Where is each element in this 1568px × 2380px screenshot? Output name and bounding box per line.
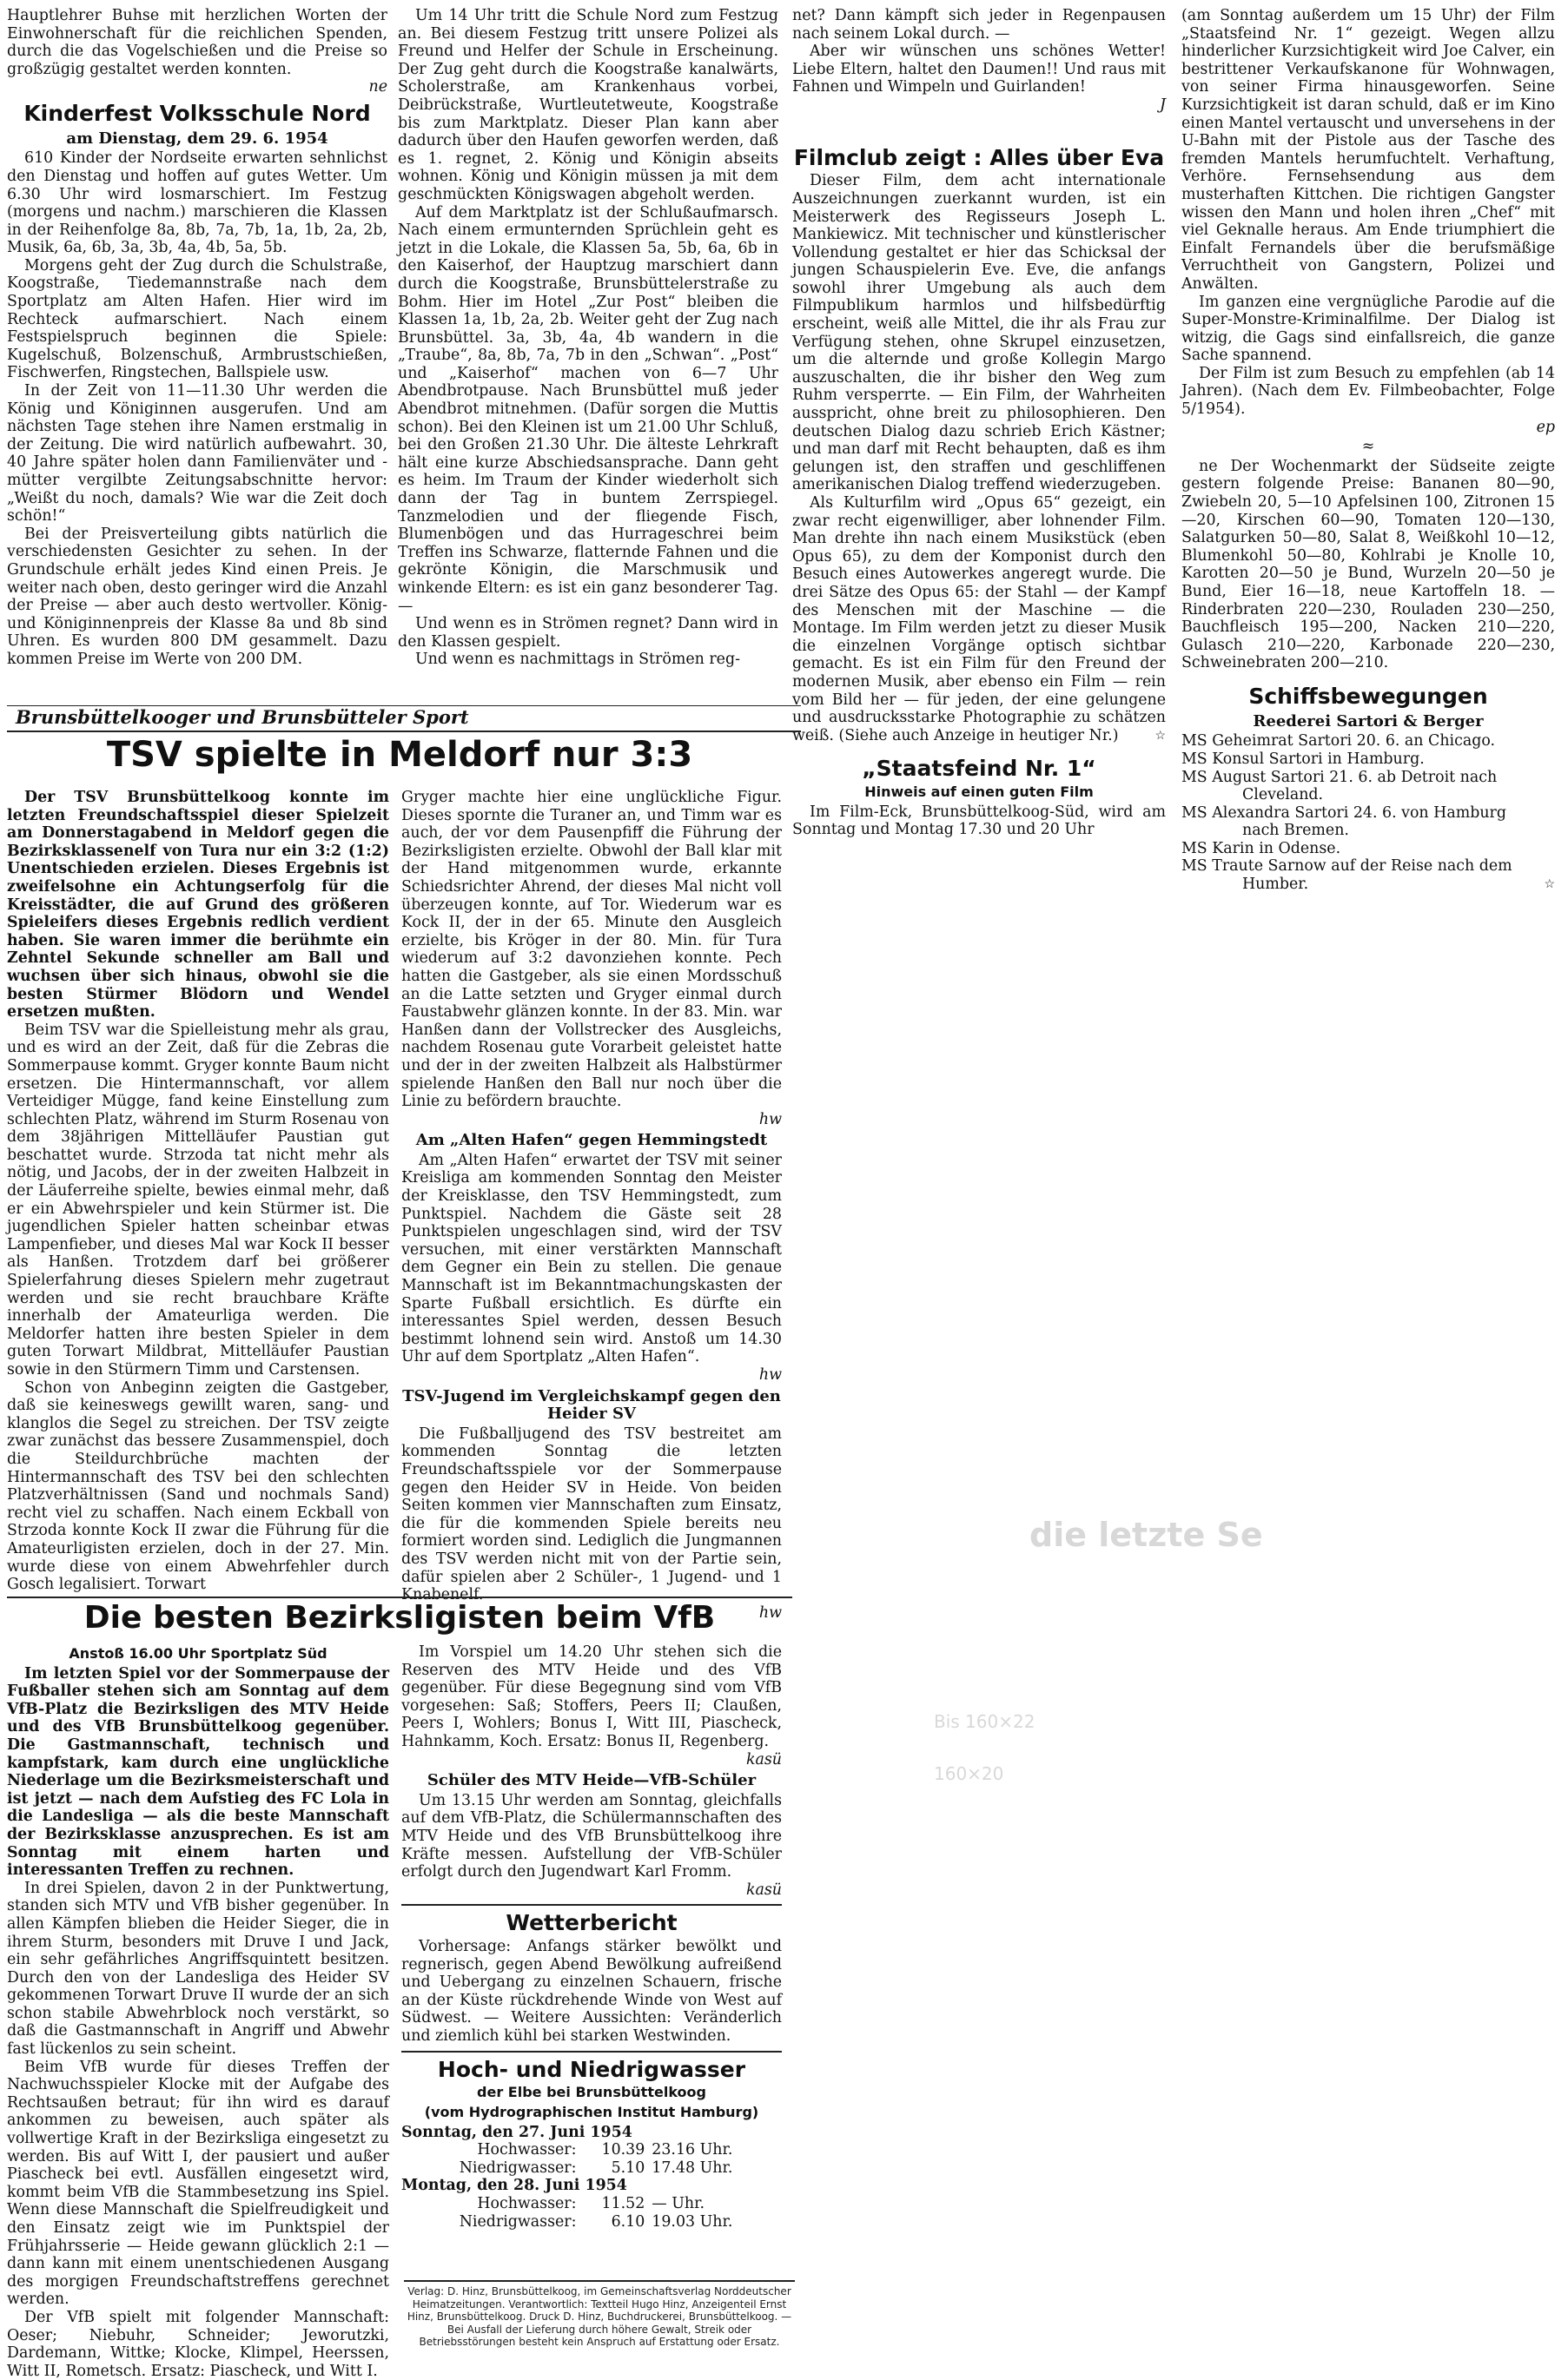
tide-label: Hochwasser: bbox=[477, 2194, 577, 2212]
vfb-subheading: Anstoß 16.00 Uhr Sportplatz Süd bbox=[69, 1645, 327, 1662]
tides-heading: Hoch- und Niedrigwasser bbox=[437, 2056, 746, 2082]
column-3 bbox=[792, 7, 1166, 867]
article-paragraph: Im Vorspiel um 14.20 Uhr stehen sich die Reserven des MTV Heide und des VfB gegenüber. Für diese Begegnung sind vom VfB vorgesehen: Saß; Stoffers, Peers II; Claußen, Peers I, Wohlers; Bonus I, Witt III, Piascheck, Hahnkamm, Koch. Ersatz: Bonus II, Regenberg. bbox=[401, 1643, 782, 1750]
market-paragraph: ne Der Wochenmarkt der Südseite zeigte gestern folgende Preise: Bananen 80—90, Zwiebeln 20, 5—10 Apfelsinen 100, Zitronen 15—20, Kirschen 60—90, Tomaten 120—130, Salatgurken 50—80, Salat 8, Weißkohl 10—12, Blumenkohl 50—80, Kohlrabi je Knolle 10, Karotten 20—50 je Bund, Wurzeln 20—50 je Bund, Eier 16—18, neue Kartoffeln 18. — Rinderbraten 220—230, Rouladen 230—250, Bauchfleisch 195—200, Nacken 210—220, Gulasch 210—220, Karbonade 220—230, Schweinebraten 200—210. bbox=[1181, 457, 1555, 672]
sport-column-1 bbox=[7, 789, 389, 1592]
article-paragraph: Als Kulturfilm wird „Opus 65“ gezeigt, ein zwar recht eigenwilliger, aber lohnender Film. Man drehte ihn nach einem Musikstück (eben Opus 65), zu dem der Komponist durch den Besuch eines Autowerkes angeregt wurde. Die drei Sätze des Opus 65: der Stahl — der Kampf des Menschen mit der Maschine — die Montage. Im Film werden jetzt zu dieser Musik die einzelnen Vorgänge optisch sichtbar gemacht. Es ist ein Film für den Freund der modernen Musik, aber ebenso ein Film — rein vom Bild her — für jeden, der eine gelungene und ausdrucksstarke Photographie zu schätzen weiß. (Siehe auch Anzeige in heutiger Nr.) ☆ bbox=[792, 494, 1166, 744]
tide-table bbox=[401, 2141, 782, 2177]
divider bbox=[401, 1904, 782, 1906]
author-sig: J bbox=[1160, 96, 1166, 114]
article-paragraph: Der Film ist zum Besuch zu empfehlen (ab 14 Jahren). (Nach dem Ev. Filmbeobachter, Folge 5/1954). bbox=[1181, 364, 1555, 419]
ship-line: MS Konsul Sartori in Hamburg. bbox=[1181, 750, 1425, 768]
author-sig: hw bbox=[758, 1110, 782, 1128]
author-sig: hw bbox=[758, 1603, 782, 1622]
section-divider bbox=[7, 1597, 792, 1598]
tide-value: — Uhr. bbox=[652, 2194, 705, 2212]
sport-banner: Brunsbüttelkooger und Brunsbütteler Sport bbox=[7, 705, 801, 732]
tide-value: 5.10 bbox=[611, 2159, 645, 2177]
ghost-text: 160×20 bbox=[934, 1763, 1004, 1784]
ship-line: MS Alexandra Sartori 24. 6. von Hamburg bbox=[1181, 803, 1506, 822]
vfb-column-2 bbox=[401, 1643, 782, 2278]
author-sig: ne bbox=[368, 78, 387, 96]
article-paragraph: Um 13.15 Uhr werden am Sonntag, gleichfalls auf dem VfB-Platz, die Schülermannschaften des MTV Heide und des VfB Brunsbüttelkoog ihre Kräfte messen. Aufstellung der VfB-Schüler erfolgt durch den Jugendwart Karl Fromm. bbox=[401, 1791, 782, 1881]
ship-line: MS August Sartori 21. 6. ab Detroit nach bbox=[1181, 768, 1498, 786]
article-paragraph: Am „Alten Hafen“ erwartet der TSV mit seiner Kreisliga am kommenden Sonntag den Meister der Kreisklasse, den TSV Hemmingstedt, zum Punktspiel. Nachdem die Gäste seit 28 Punktspielen ungeschlagen sind, wird der TSV versuchen, mit einer verstärkten Mannschaft dem Gegner ein Bein zu stellen. Die genaue Mannschaft ist im Bekanntmachungskasten der Sparte Fußball ersichtlich. Es dürfte ein interessantes Spiel werden, dessen Besuch bestimmt lohnend sein wird. Anstoß um 14.30 Uhr auf dem Sportplatz „Alten Hafen“. bbox=[401, 1151, 782, 1366]
divider bbox=[401, 2051, 782, 2053]
ship-line: MS Traute Sarnow auf der Reise nach dem bbox=[1181, 857, 1512, 876]
tide-date: Sonntag, den 27. Juni 1954 bbox=[401, 2123, 632, 2141]
article-paragraph: Dieser Film, dem acht internationale Auszeichnungen zuerkannt wurden, ist ein Meisterwerk des Regisseurs Joseph L. Mankiewicz. Mit technischer und künstlerischer Vollendung gestaltet er hier das Schicksal der jungen Schauspielerin Eve. Eve, die anfangs sowohl ihrer Umgebung als auch dem Filmpublikum harmlos und hilfsbedürftig erscheint, weiß alle Mittel, die ihr als Frau zur Verfügung stehen, ohne Skrupel einzusetzen, um die alternde und große Kollegin Margo auszuschalten, die ihr bisher den Weg zum Ruhm versperrte. — Ein Film, der Wahrheiten ausspricht, ohne breit zu philosophieren. Den deutschen Dialog dazu schrieb Erich Kästner; und man darf mit Recht behaupten, daß es ihm gelungen ist, den straffen und geschliffenen amerikanischen Dialog treffend wiederzugeben. bbox=[792, 172, 1166, 494]
author-sig: hw bbox=[758, 1366, 782, 1384]
article-paragraph: Um 14 Uhr tritt die Schule Nord zum Festzug an. Bei diesem Festzug tritt unsere Polizei als Freund und Helfer der Schule in Erscheinung. Der Zug geht durch die Koogstraße kanalwärts, Scholerstraße, am Krankenhaus vorbei, Deibrückstraße, Wurtleutetweute, Koogstraße bis zum Marktplatz. Dieser Plan kann aber dadurch über den Haufen geworfen werden, daß es 1. regnet, 2. König und Königin abseits wohnen. König und Königin müssen ja mit dem geschmückten Königswagen abgeholt werden. bbox=[398, 7, 778, 203]
tide-value: 10.39 bbox=[601, 2141, 645, 2159]
article-paragraph: 610 Kinder der Nordseite erwarten sehnlichst den Dienstag und hoffen auf gutes Wetter. Um 6.30 Uhr wird losmarschiert. Im Festzug (morgens und nachm.) marschieren die Klassen in der Reihenfolge 8a, 8b, 7a, 7b, 1a, 1b, 2a, 2b, Musik, 6a, 6b, 3a, 3b, 4a, 4b, 5a, 5b. bbox=[7, 149, 387, 257]
tsv-headline: TSV spielte in Meldorf nur 3:3 bbox=[106, 735, 693, 775]
staatsfeind-heading: „Staatsfeind Nr. 1“ bbox=[862, 756, 1096, 782]
tide-row bbox=[401, 2159, 782, 2178]
article-paragraph: Und wenn es nachmittags in Strömen reg- bbox=[415, 651, 740, 669]
author-sig: kasü bbox=[745, 1881, 782, 1899]
tide-row bbox=[401, 2141, 782, 2159]
tide-label: Hochwasser: bbox=[477, 2141, 577, 2159]
kinderfest-heading: Kinderfest Volksschule Nord bbox=[23, 100, 371, 126]
lead-paragraph: Der TSV Brunsbüttelkoog konnte im letzten Freundschaftsspiel dieser Spielzeit am Donnerstagabend in Meldorf gegen die Bezirksklassenelf von Tura nur ein 3:2 (1:2) Unentschieden erzielen. Dieses Ergebnis ist zweifelsohne ein Achtungserfolg für die Kreisstädter, die auf Grund des größeren Spieleifers dieses Ergebnis redlich verdient haben. Sie waren immer die berühmte ein Zehntel Sekunde schneller am Ball und wuchsen über sich hinaus, obwohl sie die besten Stürmer Blödorn und Wendel ersetzen mußten. bbox=[7, 789, 389, 1021]
article-paragraph: net? Dann kämpft sich jeder in Regenpausen nach seinem Lokal durch. — bbox=[792, 7, 1166, 43]
article-paragraph: In drei Spielen, davon 2 in der Punktwertung, standen sich MTV und VfB bisher gegenüber. In allen Kämpfen blieben die Heider Sieger, die in ihrem Sturm, besonders mit Druve I und Jack, ein sehr gefährliches Angriffsquintett besitzen. Durch den von der Landesliga des Heider SV gekommenen Torwart Druve II wurde der an sich schon stabile Abwehrblock noch verstärkt, so daß die Gastmannschaft in Angriff und Abwehr fast lückenlos zu sein scheint. bbox=[7, 1879, 389, 2059]
tide-label: Niedrigwasser: bbox=[459, 2212, 577, 2231]
article-paragraph: Beim TSV war die Spielleistung mehr als grau, und es wird an der Zeit, daß für die Zebras die Sommerpause kommt. Gryger konnte Baum nicht ersetzen. Die Hintermannschaft, vor allem Verteidiger Mügge, fand keine Einstellung zum schlechten Platz, während im Sturm Rosenau von dem 38jährigen Mittelläufer Paustian gut beschattet wurde. Strzoda tat nicht mehr als nötig, und Jacobs, der in der zweiten Halbzeit in der Läuferreihe spielte, bewies einmal mehr, daß er ein Abwehrspieler und kein Stürmer ist. Die jugendlichen Spieler hatten scheinbar etwas Lampenfieber, und dieses Mal war Kock II besser als Hanßen. Trotzdem darf bei größerer Spielerfahrung dieses Spielern mehr zugetraut werden und sie recht brauchbare Kräfte innerhalb der Amateurliga werden. Die Meldorfer hatten ihre besten Spieler in dem guten Torwart Mildbrat, Mittelläufer Paustian sowie in den Stürmern Timm und Carstensen. bbox=[7, 1021, 389, 1378]
intro-paragraph: Hauptlehrer Buhse mit herzlichen Worten der Einwohnerschaft für die reichlichen Spenden, durch die das Vogelschießen und die Preise so großzügig gestaltet werden konnten. bbox=[7, 7, 387, 78]
author-sig: ep bbox=[1536, 418, 1555, 436]
vfb-headline: Die besten Bezirksligisten beim VfB bbox=[83, 1600, 716, 1636]
sport-column-2 bbox=[401, 789, 782, 1622]
blank-ghost-area bbox=[804, 856, 1568, 2367]
article-paragraph: Auf dem Marktplatz ist der Schlußaufmarsch. Nach einem ermunternden Sprüchlein geht es jetzt in die Lokale, die Klassen 5a, 5b, 6a, 6b in den Kaiserhof, der Hauptzug marschiert dann durch die Koogstraße, Brunsbüttelerstraße zu Bohm. Hier im Hotel „Zur Post“ bleiben die Klassen 1a, 1b, 2a, 2b. Weiter geht der Zug nach Brunsbüttel. 3a, 3b, 4a, 4b wandern in die „Traube“, 8a, 8b, 7a, 7b in den „Schwan“. „Post“ und „Kaiserhof“ machen von 6—7 Uhr Abendbrotpause. Nach Brunsbüttel muß jeder Abendbrot mitnehmen. (Dafür sorgen die Muttis schon). Bei den Kleinen ist um 21.00 Uhr Schluß, bei den Großen 21.30 Uhr. Die älteste Lehrkraft hält eine kurze Abschiedsansprache. Dann geht es heim. Im Traum der Kinder wiederholt sich dann der Tag in buntem Zerrspiegel. Tanzmelodien und der fliegende Fisch, Blumenbögen und das Hurrageschrei beim Treffen ins Schwarze, flatternde Fahnen und die gekrönte Königin, die Marschmusik und winkende Eltern: es ist ein ganz besonderer Tag. — bbox=[398, 203, 778, 615]
tide-value: 23.16 Uhr. bbox=[652, 2141, 733, 2159]
article-paragraph: Bei der Preisverteilung gibts natürlich die verschiedensten Gesichter zu sehen. In der Grundschule erhält jedes Kind einen Preis. Je weiter nach oben, desto geringer wird die Anzahl der Preise — aber auch desto wertvoller. König- und Königinnenpreis der Klasse 8a und 8b sind Uhren. Es wurden 800 DM gesammelt. Dazu kommen Preise im Werte von 200 DM. bbox=[7, 525, 387, 668]
lead-paragraph: Im letzten Spiel vor der Sommerpause der Fußballer stehen sich am Sonntag auf dem VfB-Platz die Bezirksligen des MTV Heide und des VfB Brunsbüttelkoog gegenüber. Die Gastmannschaft, technisch und kampfstark, kam durch eine unglückliche Niederlage um die Bezirksmeisterschaft und ist jetzt — nach dem Aufstieg des FC Lola in die Landesliga — als die beste Mannschaft der Bezirksklasse anzusprechen. Es ist am Sonntag mit einem harten und interessanten Treffen zu rechnen. bbox=[7, 1664, 389, 1880]
tide-value: 11.52 bbox=[601, 2194, 645, 2212]
ghost-text: die letzte Se bbox=[1029, 1516, 1263, 1554]
article-paragraph: Und wenn es in Strömen regnet? Dann wird in den Klassen gespielt. bbox=[398, 615, 778, 651]
article-paragraph: Die Fußballjugend des TSV bestreitet am kommenden Sonntag die letzten Freundschaftsspiele vor der Sommerpause gegen den Heider SV in Heide. Von beiden Seiten kommen vier Mannschaften zum Einsatz, die für die kommenden Spiele bereits neu formiert worden sind. Lediglich die Jungmannen des TSV werden nicht mit von der Partie sein, dafür spielen aber 2 Schüler-, 1 Jugend- und 1 Knabenelf. bbox=[401, 1425, 782, 1604]
tide-value: 19.03 Uhr. bbox=[652, 2212, 733, 2231]
kinderfest-date: am Dienstag, dem 29. 6. 1954 bbox=[66, 129, 328, 148]
jugend-heading: TSV-Jugend im Vergleichskampf gegen den Heider SV bbox=[402, 1386, 781, 1424]
schueler-heading: Schüler des MTV Heide—VfB-Schüler bbox=[427, 1771, 757, 1790]
ship-line-cont: nach Bremen. bbox=[1242, 822, 1349, 840]
article-paragraph: Gryger machte hier eine unglückliche Figur. Dieses spornte die Turaner an, und Timm war es auch, der vor dem Pausenpfiff die Führung der Bezirksligisten erzielte. Obwohl der Ball klar mit der Hand mitgenommen wurde, erkannte Schiedsrichter Ahrend, der dieses Mal nicht voll überzeugen konnte, auf Tor. Wiederum war es Kock II, der in der 65. Minute den Ausgleich erzielte, bis Kröger in der 80. Min. für Tura wiederum auf 3:2 davonziehen konnte. Pech hatten die Gastgeber, als sie einen Mordsschuß an die Latte setzten und Gryger einmal durch Faustabwehr glänzen konnte. In der 83. Min. war Hanßen dann der Vollstrecker des Ausgleichs, nachdem Rosenau gute Vorarbeit geleistet hatte und der in der zweiten Halbzeit als Halbstürmer spielende Hanßen den Ball nur noch über die Linie zu befördern brauchte. bbox=[401, 789, 782, 1111]
staatsfeind-subheading: Hinweis auf einen guten Film bbox=[864, 783, 1094, 801]
article-paragraph: Schon von Anbeginn zeigten die Gastgeber, daß sie keineswegs gewillt waren, sang- und klanglos die Segel zu streichen. Der TSV zeigte zwar zunächst das bessere Zusammenspiel, doch die Steildurchbrüche machten der Hintermannschaft des TSV bei den schlechten Platzverhältnissen (Sand und nochmals Sand) recht viel zu schaffen. Nach einem Eckball von Strzoda konnte Kock II zwar die Führung für die Amateurligisten erzielen, doch in der 27. Min. wurde diese von einem Abwehrfehler durch Gosch legalisiert. Torwart bbox=[7, 1378, 389, 1594]
ship-line-cont: Cleveland. bbox=[1242, 786, 1324, 804]
article-paragraph: In der Zeit von 11—11.30 Uhr werden die König und Königinnen ausgerufen. Und am nächsten Tage stehen ihre Namen erstmalig in der Zeitung. Die wird natürlich aufbewahrt. 30, 40 Jahre später holen dann Familienväter und -mütter vergilbte Zeitungsabschnitte hervor: „Weißt du noch, damals? Wie war die Zeit doch schön!“ bbox=[7, 382, 387, 526]
tide-value: 6.10 bbox=[611, 2212, 645, 2231]
separator-icon: ≈ bbox=[1361, 438, 1375, 456]
tide-table bbox=[401, 2195, 782, 2231]
column-1 bbox=[7, 7, 387, 702]
ship-subheading: Reederei Sartori & Berger bbox=[1253, 711, 1484, 731]
article-paragraph: Morgens geht der Zug durch die Schulstraße, Koogstraße, Tiedemannstraße nach dem Sportplatz am Alten Hafen. Hier wird im Rechteck aufmarschiert. Nach einem Festspielspruch beginnen die Spiele: Kugelschuß, Bolzenschuß, Armbrustschießen, Fischwerfen, Ringstechen, Ballspiele usw. bbox=[7, 256, 387, 382]
column-2 bbox=[398, 7, 778, 702]
tide-value: 17.48 Uhr. bbox=[652, 2159, 733, 2177]
article-paragraph: Im Film-Eck, Brunsbüttelkoog-Süd, wird am Sonntag und Montag 17.30 und 20 Uhr bbox=[792, 803, 1166, 839]
article-paragraph: Der VfB spielt mit folgender Mannschaft: Oeser; Niebuhr, Schneider; Jeworutzki, Dardemann, Wittke; Klocke, Klimpel, Heerssen, Witt II, Rometsch. Ersatz: Piascheck, und Witt I. bbox=[7, 2308, 389, 2380]
ship-line: MS Karin in Odense. bbox=[1181, 839, 1341, 857]
weather-heading: Wetterbericht bbox=[506, 1910, 678, 1936]
filmclub-heading: Filmclub zeigt : Alles über Eva bbox=[793, 144, 1165, 170]
imprint: Verlag: D. Hinz, Brunsbüttelkoog, im Gemeinschaftsverlag Norddeutscher Heimatzeitungen. Verantwortlich: Textteil Hugo Hinz, Anzeigenteil Ernst Hinz, Brunsbüttelkoog. Druck D. Hinz, Buchdruckerei, Brunsbüttelkoog. — Bei Ausfall der Lieferung durch höhere Gewalt, Streik oder Betriebsstörungen besteht kein Anspruch auf Erstattung oder Ersatz. bbox=[404, 2280, 795, 2379]
author-sig: kasü bbox=[745, 1750, 782, 1768]
ship-line-cont: Humber. ☆ bbox=[1181, 876, 1555, 894]
tide-label: Niedrigwasser: bbox=[459, 2159, 577, 2177]
article-paragraph: Beim VfB wurde für dieses Treffen der Nachwuchsspieler Klocke mit der Aufgabe des Rechtsaußen betraut; für ihn wird es darauf ankommen zu beweisen, auch später als vollwertige Kraft in der Bezirksliga eingesetzt zu werden. Bis auf Witt I, der pausiert und außer Piascheck bei evtl. Ausfällen eingesetzt wird, kommt beim VfB die Stammbesetzung ins Spiel. Wenn diese Mannschaft die Spielfreudigkeit und den Einsatz zeigt wie im Punktspiel der Frühjahrsserie — Heide gewann glücklich 2:1 — dann kann mit einem unentschiedenen Ausgang des morgigen Freundschaftstreffens gerechnet werden. bbox=[7, 2058, 389, 2309]
ghost-text: Bis 160×22 bbox=[934, 1711, 1035, 1732]
ship-line: MS Geheimrat Sartori 20. 6. an Chicago. bbox=[1181, 732, 1496, 750]
article-paragraph: Aber wir wünschen uns schönes Wetter! Liebe Eltern, haltet den Daumen!! Und raus mit Fahnen und Wimpeln und Guirlanden! bbox=[792, 43, 1166, 96]
tide-row bbox=[401, 2195, 782, 2213]
tide-date: Montag, den 28. Juni 1954 bbox=[401, 2177, 627, 2195]
vfb-column-1 bbox=[7, 1643, 389, 2380]
weather-text: Vorhersage: Anfangs stärker bewölkt und regnerisch, gegen Abend Bewölkung aufreißend und Uebergang zu einzelnen Schauern, frische an der Küste rückdrehende Winde von West auf Südwest. — Weitere Aussichten: Veränderlich und ziemlich kühl bei starken Westwinden. bbox=[401, 1938, 782, 2046]
column-4 bbox=[1181, 7, 1555, 894]
tides-sub: der Elbe bei Brunsbüttelkoog bbox=[477, 2084, 706, 2101]
article-paragraph: Im ganzen eine vergnügliche Parodie auf die Super-Monstre-Kriminalfilme. Der Dialog ist witzig, die Gags sind einfallsreich, die ganze Sache spannend. bbox=[1181, 293, 1555, 365]
article-paragraph: (am Sonntag außerdem um 15 Uhr) der Film „Staatsfeind Nr. 1“ gezeigt. Wegen allzu hinderlicher Kurzsichtigkeit wird Joe Calver, ein bestrittener Verkaufskanone für Wohnwagen, von seiner Firma hinausgeworfen. Seine Kurzsichtigkeit ist daran schuld, daß er im Kino einen Mantel vertauscht und unversehens in der U-Bahn mit der Pistole aus der Tasche des fremden Mantels herumfuchtelt. Verhaftung, Verhöre. Fernsehsendung aus dem musterhaften Kittchen. Die richtigen Gangster wissen den Mann und holen ihren „Chef“ mit viel Geknalle heraus. Am Ende triumphiert die Einfalt Fernandels über die berufsmäßige Verruchtheit von Gangstern, Polizei und Anwälten. bbox=[1181, 7, 1555, 293]
tide-row bbox=[401, 2213, 782, 2231]
tides-sub: (vom Hydrographischen Institut Hamburg) bbox=[424, 2103, 759, 2120]
ship-heading: Schiffsbewegungen bbox=[1248, 683, 1488, 709]
hafen-heading: Am „Alten Hafen“ gegen Hemmingstedt bbox=[415, 1131, 768, 1150]
